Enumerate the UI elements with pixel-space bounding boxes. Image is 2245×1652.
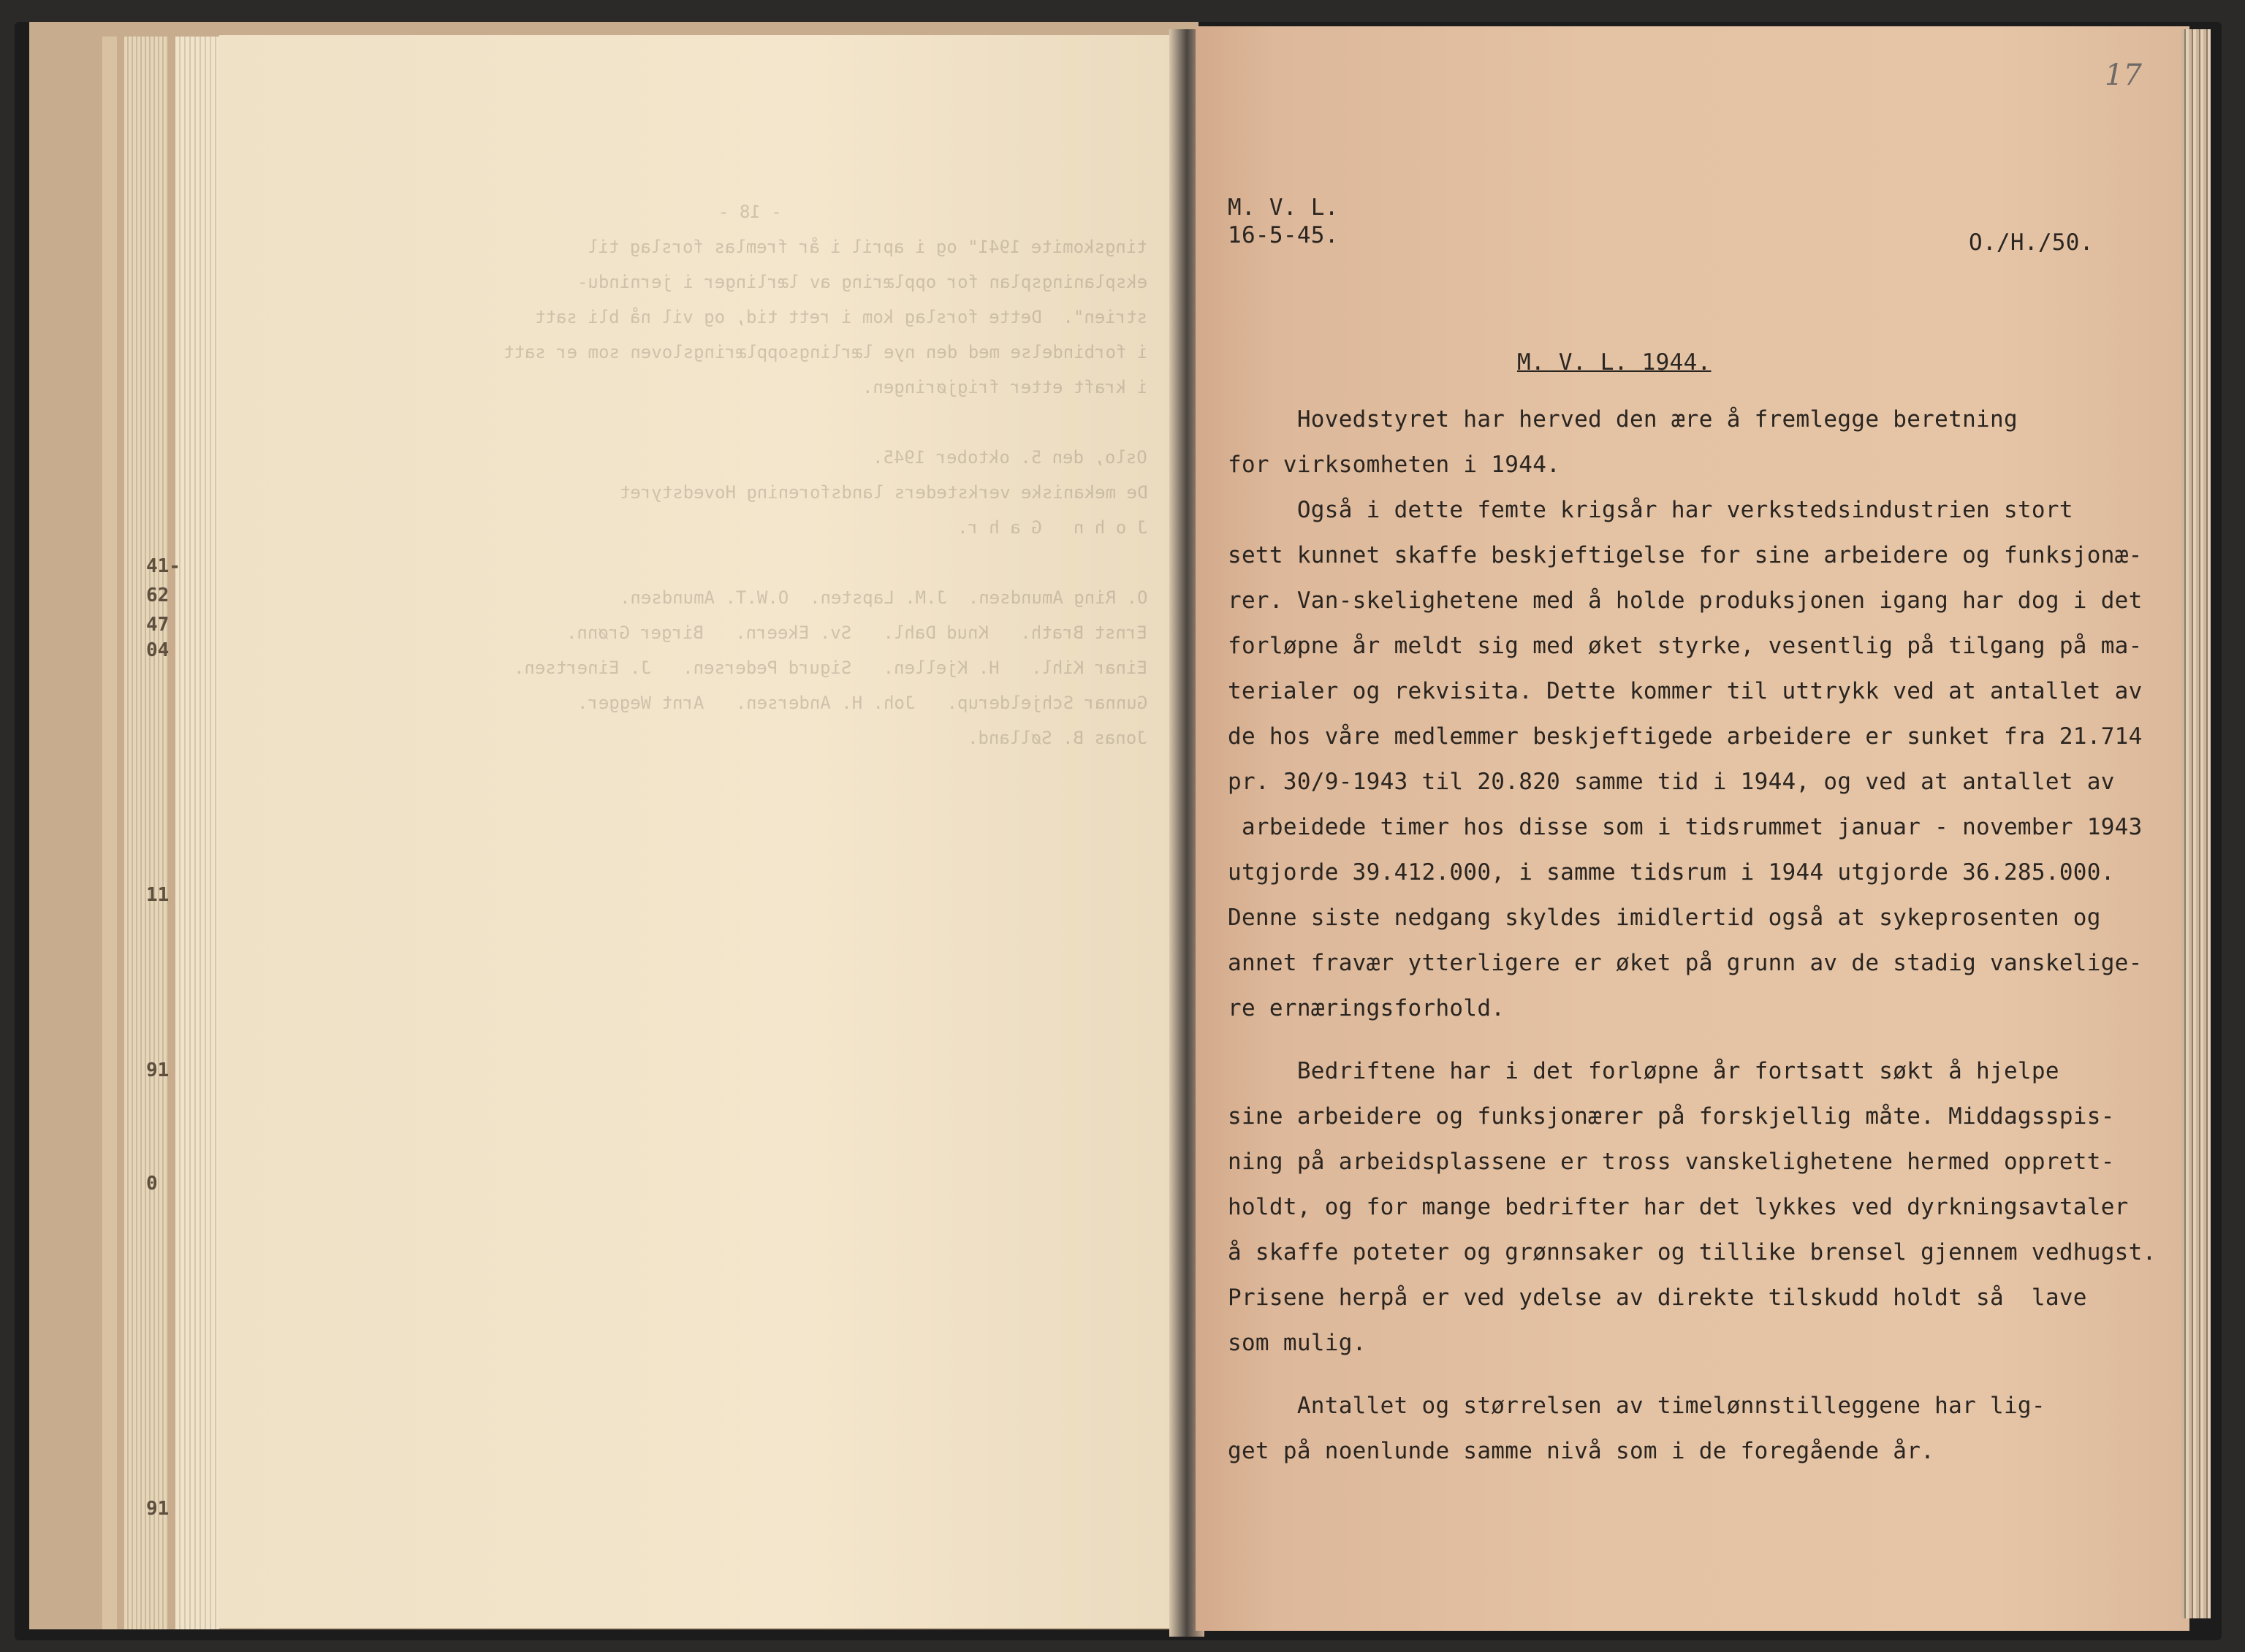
edge-mark: 91 — [146, 1059, 170, 1081]
ref-right: O./H./50. — [1969, 229, 2094, 256]
ghost-line: O. Ring Amundsen. J.M. Lapsten. O.W.T. Amundsen. — [619, 587, 1147, 608]
left-page — [219, 35, 1191, 1628]
ghost-line: i kraft etter frigjøringen. — [862, 377, 1147, 397]
ghost-line: Ernst Brath. Knud Dahl. Sv. Ekeern. Birger Grønn. — [566, 623, 1147, 643]
ghost-line: J o h n G a h r. — [957, 517, 1147, 538]
body-line: ning på arbeidsplassene er tross vanskelighetene hermed opprett- — [1228, 1149, 2115, 1175]
handwritten-page-number: 17 — [2105, 58, 2142, 92]
ghost-line: eksplaningsplan for opplæring av lærlinger i jernindu- — [577, 272, 1147, 292]
ghost-line: tingskomite 1941" og i april i år fremlas forslag til — [588, 237, 1147, 257]
ghost-line: De mekaniske verksteders landsforening Hovedstyret — [619, 482, 1147, 503]
body-line: get på noenlunde samme nivå som i de foregående år. — [1228, 1438, 1935, 1464]
ghost-line: Oslo, den 5. oktober 1945. — [873, 447, 1147, 468]
body-line: for virksomheten i 1944. — [1228, 452, 1561, 478]
edge-mark: 04 — [146, 639, 170, 661]
edge-mark: 0 — [146, 1173, 158, 1195]
body-line: Bedriftene har i det forløpne år fortsatt søkt å hjelpe — [1228, 1058, 2059, 1084]
page-title: M. V. L. 1944. — [1517, 349, 1712, 376]
body-line: terialer og rekvisita. Dette kommer til uttrykk ved at antallet av — [1228, 678, 2143, 704]
body-line: Denne siste nedgang skyldes imidlertid også at sykeprosenten og — [1228, 905, 2101, 931]
edge-mark: 41- — [146, 555, 181, 577]
ref-left-line1: M. V. L. — [1228, 194, 1339, 221]
page-edges-2 — [124, 37, 168, 1629]
edge-mark: 62 — [146, 585, 170, 606]
ghost-line: i forbindelse med den nye lærlingsopplæringsloven som er satt — [503, 342, 1147, 362]
body-line: annet fravær ytterligere er øket på grunn av de stadig vanskelige- — [1228, 950, 2143, 976]
body-line: rer. Van-skelighetene med å holde produksjonen igang har dog i det — [1228, 587, 2143, 614]
body-line: som mulig. — [1228, 1330, 1367, 1356]
page-edges-3 — [175, 37, 219, 1629]
ghost-line: Gunnar Schjelderup. Joh. H. Andersen. Arnt Wegger. — [577, 693, 1147, 713]
body-line: pr. 30/9-1943 til 20.820 samme tid i 1944, og ved at antallet av — [1228, 769, 2115, 795]
ghost-line: Einar Kihl. H. Kjellen. Sigurd Pedersen. J. Einertsen. — [514, 658, 1147, 678]
body-line: Også i dette femte krigsår har verkstedsindustrien stort — [1228, 497, 2073, 523]
edge-mark: 11 — [146, 884, 170, 906]
ghost-line: Jonas B. Sølland. — [968, 728, 1147, 748]
ref-left-line2: 16-5-45. — [1228, 222, 1339, 248]
body-line: Hovedstyret har herved den ære å fremlegge beretning — [1228, 406, 2018, 433]
ghost-line: strien". Dette forslag kom i rett tid, og vil nå bli satt — [534, 307, 1147, 327]
right-page-edges — [2181, 29, 2211, 1618]
ghost-line: - 18 - — [718, 202, 782, 222]
body-line: holdt, og for mange bedrifter har det lykkes ved dyrkningsavtaler — [1228, 1194, 2129, 1220]
right-page — [1196, 26, 2189, 1631]
body-line: re ernæringsforhold. — [1228, 995, 1505, 1021]
body-line: utgjorde 39.412.000, i samme tidsrum i 1944 utgjorde 36.285.000. — [1228, 859, 2115, 886]
body-line: Antallet og størrelsen av timelønnstilleggene har lig- — [1228, 1393, 2045, 1419]
body-line: å skaffe poteter og grønnsaker og tillike brensel gjennem vedhugst. — [1228, 1239, 2157, 1265]
body-line: forløpne år meldt sig med øket styrke, vesentlig på tilgang på ma- — [1228, 633, 2143, 659]
body-line: de hos våre medlemmer beskjeftigede arbeidere er sunket fra 21.714 — [1228, 723, 2143, 750]
body-line: sine arbeidere og funksjonærer på forskjellig måte. Middagsspis- — [1228, 1103, 2115, 1130]
body-line: sett kunnet skaffe beskjeftigelse for sine arbeidere og funksjonæ- — [1228, 542, 2143, 568]
edge-mark: 47 — [146, 614, 170, 636]
body-line: Prisene herpå er ved ydelse av direkte tilskudd holdt så lave — [1228, 1284, 2087, 1311]
page-edges-1 — [102, 37, 117, 1629]
body-line: arbeidede timer hos disse som i tidsrummet januar - november 1943 — [1228, 814, 2143, 840]
edge-mark: 91 — [146, 1498, 170, 1520]
